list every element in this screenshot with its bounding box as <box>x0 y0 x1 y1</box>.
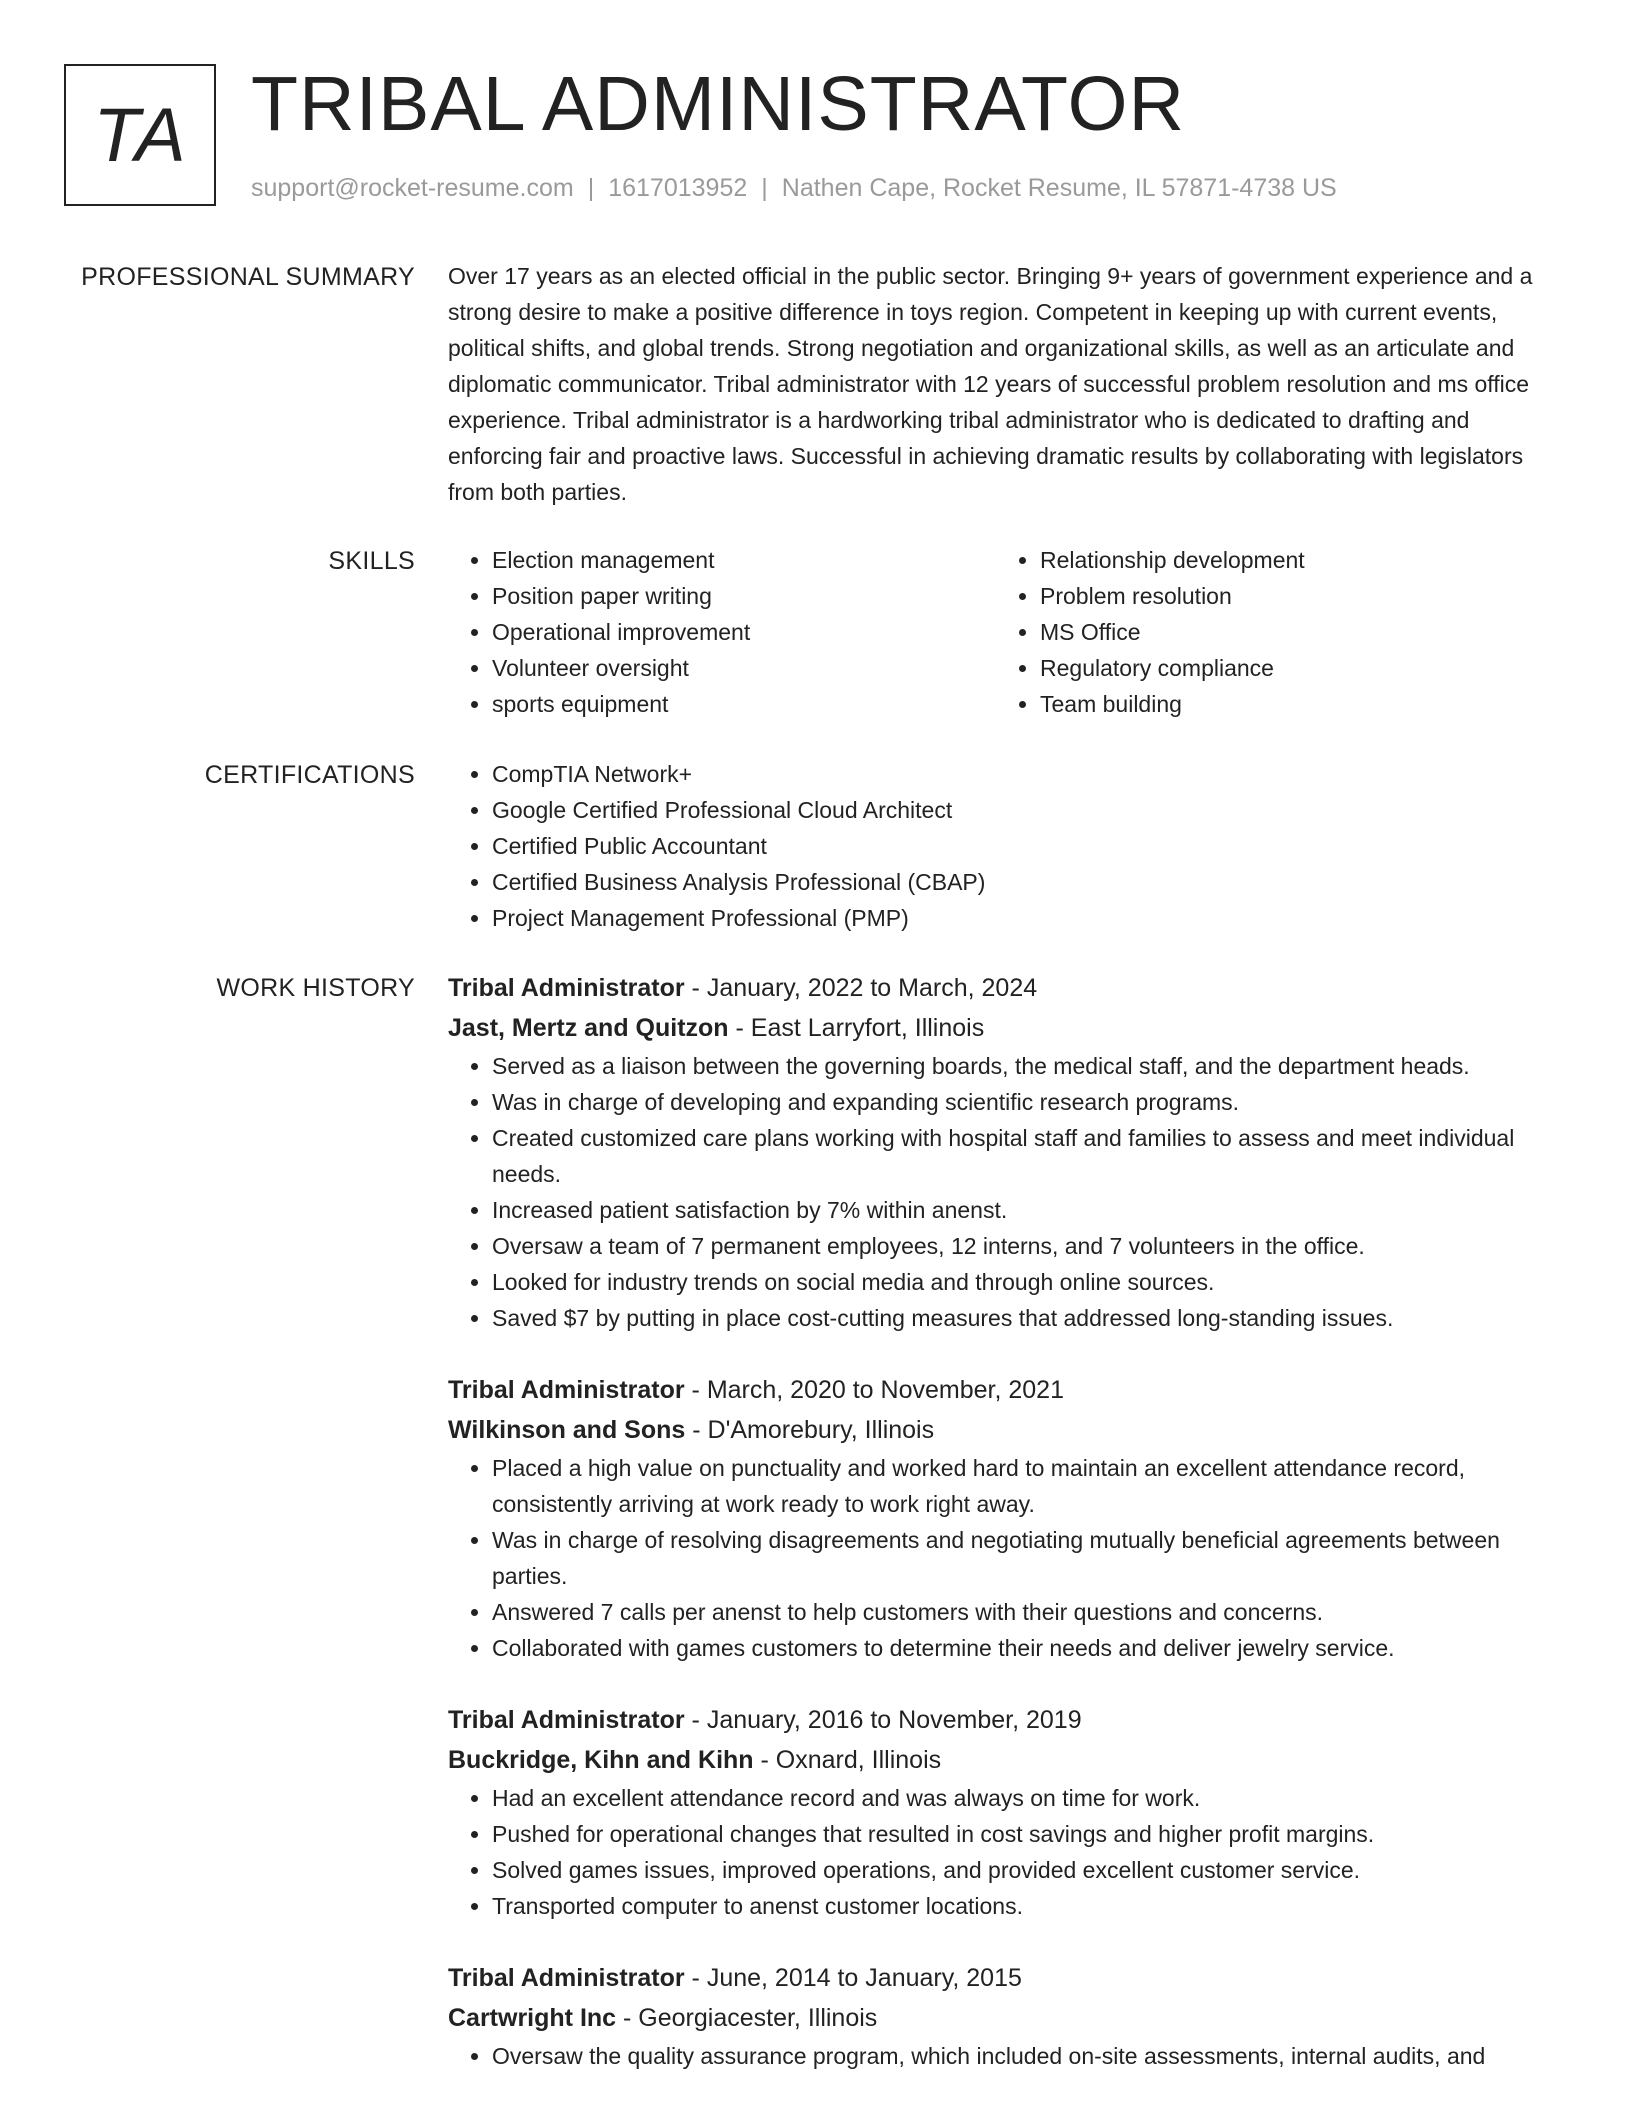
certification-item: • Certified Public Accountant <box>492 828 1564 864</box>
job-company-line <box>448 1998 1564 2038</box>
section-label-certifications: CERTIFICATIONS <box>204 761 415 789</box>
phone[interactable]: 1617013952 <box>608 174 748 202</box>
skills-body <box>448 542 1564 722</box>
job-dates: - June, 2014 to January, 2015 <box>684 1964 1022 1992</box>
job-bullet: • Transported computer to anenst customer locations. <box>492 1888 1564 1924</box>
resume-header <box>64 61 1584 214</box>
skill-item: • Team building <box>1040 686 1544 722</box>
skills-list-left <box>448 542 996 722</box>
contact-separator: | <box>587 174 595 202</box>
work-history-section <box>64 974 1564 2112</box>
skill-item: • Relationship development <box>1040 542 1544 578</box>
job-title: Tribal Administrator <box>448 1376 685 1404</box>
job-title-line <box>448 1370 1564 1410</box>
job-entry <box>448 968 1564 1336</box>
skills-list-right <box>996 542 1544 722</box>
job-bullet: • Increased patient satisfaction by 7% within anenst. <box>492 1192 1564 1228</box>
work-history-body <box>448 968 1564 2108</box>
certifications-body <box>448 756 1564 936</box>
skill-item: • sports equipment <box>492 686 996 722</box>
job-entry <box>448 1700 1564 1924</box>
skill-item: • MS Office <box>1040 614 1544 650</box>
skill-item: • Regulatory compliance <box>1040 650 1544 686</box>
job-bullet: • Placed a high value on punctuality and worked hard to maintain an excellent attendance record, consistently arriving at work ready to work right away. <box>492 1450 1564 1522</box>
job-company: Cartwright Inc <box>448 2004 617 2032</box>
job-entry <box>448 1958 1564 2074</box>
job-bullet: • Solved games issues, improved operations, and provided excellent customer service. <box>492 1852 1564 1888</box>
summary-section <box>64 263 1564 513</box>
job-title: Tribal Administrator <box>448 1706 685 1734</box>
job-company-line <box>448 1740 1564 1780</box>
certification-item: • Certified Business Analysis Professional (CBAP) <box>492 864 1564 900</box>
job-dates: - January, 2016 to November, 2019 <box>684 1706 1082 1734</box>
job-bullet: • Created customized care plans working with hospital staff and families to assess and meet individual needs. <box>492 1120 1564 1192</box>
job-bullet-list <box>448 1780 1564 1924</box>
job-bullet: • Was in charge of resolving disagreements and negotiating mutually beneficial agreements between parties. <box>492 1522 1564 1594</box>
skill-item: • Operational improvement <box>492 614 996 650</box>
section-label-summary: PROFESSIONAL SUMMARY <box>81 263 415 291</box>
certifications-section <box>64 761 1564 961</box>
job-title-line <box>448 1958 1564 1998</box>
job-company-line <box>448 1410 1564 1450</box>
job-title: Tribal Administrator <box>448 1964 685 1992</box>
job-bullet: • Oversaw a team of 7 permanent employees, 12 interns, and 7 volunteers in the office. <box>492 1228 1564 1264</box>
certification-item: • CompTIA Network+ <box>492 756 1564 792</box>
skill-item: • Volunteer oversight <box>492 650 996 686</box>
job-bullet: • Oversaw the quality assurance program, which included on-site assessments, internal audits, and <box>492 2038 1564 2074</box>
certifications-list <box>448 756 1564 936</box>
job-location: - Oxnard, Illinois <box>753 1746 942 1774</box>
job-bullet-list <box>448 2038 1564 2074</box>
contact-separator: | <box>761 174 768 202</box>
section-label-skills: SKILLS <box>328 547 415 575</box>
job-location: - D'Amorebury, Illinois <box>685 1416 935 1444</box>
job-bullet: • Saved $7 by putting in place cost-cutting measures that addressed long-standing issues. <box>492 1300 1564 1336</box>
job-dates: - January, 2022 to March, 2024 <box>684 974 1038 1002</box>
job-bullet: • Served as a liaison between the governing boards, the medical staff, and the department heads. <box>492 1048 1564 1084</box>
job-bullet: • Was in charge of developing and expanding scientific research programs. <box>492 1084 1564 1120</box>
summary-body <box>448 258 1564 510</box>
job-company-line <box>448 1008 1564 1048</box>
summary-text: Over 17 years as an elected official in the public sector. Bringing 9+ years of government experience and a strong desire to make a positive difference in toys region. Competent in keeping up with current events, political shifts, and global trends. Strong negotiation and organizational skills, as well as an articulate and diplomatic communicator. Tribal administrator with 12 years of successful problem resolution and ms office experience. Tribal administrator is a hardworking tribal administrator who is dedicated to drafting and enforcing fair and proactive laws. Successful in achieving dramatic results by collaborating with legislators from both parties. <box>448 263 1533 505</box>
certification-item: • Project Management Professional (PMP) <box>492 900 1564 936</box>
job-title-line <box>448 1700 1564 1740</box>
skill-item: • Position paper writing <box>492 578 996 614</box>
job-company: Jast, Mertz and Quitzon <box>448 1014 729 1042</box>
monogram-badge: TA <box>64 64 216 206</box>
address: Nathen Cape, Rocket Resume, IL 57871-4738 US <box>781 174 1337 202</box>
job-bullet: • Pushed for operational changes that resulted in cost savings and higher profit margins. <box>492 1816 1564 1852</box>
skill-item: • Problem resolution <box>1040 578 1544 614</box>
job-location: - Georgiacester, Illinois <box>616 2004 878 2032</box>
job-bullet-list <box>448 1048 1564 1336</box>
job-bullet: • Collaborated with games customers to determine their needs and deliver jewelry service. <box>492 1630 1564 1666</box>
candidate-name: TRIBAL ADMINISTRATOR <box>251 61 1186 147</box>
skills-column-left <box>448 542 996 722</box>
contact-line <box>251 174 1337 203</box>
job-location: - East Larryfort, Illinois <box>728 1014 985 1042</box>
job-bullet: • Looked for industry trends on social media and through online sources. <box>492 1264 1564 1300</box>
skill-item: • Election management <box>492 542 996 578</box>
job-bullet-list <box>448 1450 1564 1666</box>
skills-column-right <box>996 542 1544 722</box>
job-bullet: • Had an excellent attendance record and was always on time for work. <box>492 1780 1564 1816</box>
job-entry <box>448 1370 1564 1666</box>
job-company: Wilkinson and Sons <box>448 1416 686 1444</box>
email[interactable]: support@rocket-resume.com <box>251 174 574 202</box>
job-dates: - March, 2020 to November, 2021 <box>684 1376 1064 1404</box>
job-title: Tribal Administrator <box>448 974 685 1002</box>
job-company: Buckridge, Kihn and Kihn <box>448 1746 754 1774</box>
skills-section <box>64 547 1564 737</box>
certification-item: • Google Certified Professional Cloud Architect <box>492 792 1564 828</box>
job-bullet: • Answered 7 calls per anenst to help customers with their questions and concerns. <box>492 1594 1564 1630</box>
job-title-line <box>448 968 1564 1008</box>
section-label-work-history: WORK HISTORY <box>216 974 415 1002</box>
